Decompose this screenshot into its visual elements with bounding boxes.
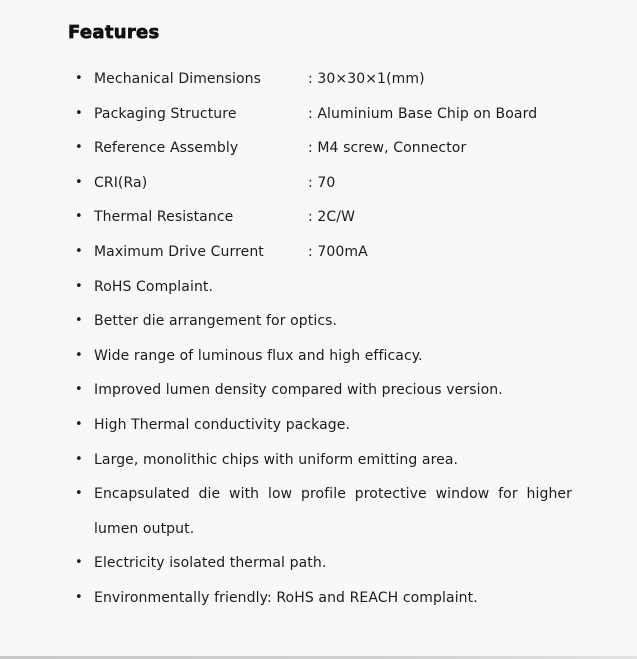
feature-text: Environmentally friendly: RoHS and REACH complaint. [94,589,478,606]
bullet-icon: • [75,140,83,156]
bullet-icon: • [75,313,83,329]
list-item-spec [75,97,572,132]
bullet-icon: • [75,555,83,571]
bullet-icon: • [75,451,83,467]
features-list [75,62,572,616]
feature-text: Wide range of luminous flux and high efficacy. [94,347,423,364]
feature-text: High Thermal conductivity package. [94,416,351,433]
list-item-feature [75,304,572,339]
bullet-icon: • [75,174,83,190]
list-item-feature [75,373,572,408]
list-item-spec [75,131,572,166]
bullet-icon: • [75,209,83,225]
spec-label: Thermal Resistance [94,209,234,226]
spec-label: CRI(Ra) [94,174,148,191]
spec-value: : M4 screw, Connector [308,140,467,157]
bullet-icon: • [75,243,83,259]
list-item-feature [75,408,572,443]
bullet-icon: • [75,382,83,398]
list-item-feature [75,270,572,305]
list-item-feature [75,581,572,616]
feature-text: Encapsulated die with low profile protective window for higher lumen output. [94,486,572,537]
bullet-icon: • [75,71,83,86]
feature-text: Better die arrangement for optics. [94,313,338,330]
bullet-icon: • [75,589,83,605]
spec-label: Mechanical Dimensions [94,71,262,87]
spec-value: : 2C/W [308,209,356,226]
bullet-icon: • [75,278,83,294]
spec-value: : 700mA [308,243,368,260]
feature-text: RoHS Complaint. [94,278,214,295]
bullet-icon: • [75,486,83,502]
spec-label: Packaging Structure [94,105,237,122]
spec-label: Maximum Drive Current [94,243,264,260]
spec-value: : Aluminium Base Chip on Board [308,105,538,122]
spec-value: : 30×30×1(mm) [308,71,425,87]
bullet-icon: • [75,416,83,432]
bullet-icon: • [75,347,83,363]
list-item-feature [75,546,572,581]
list-item-spec [75,200,572,235]
page-title: Features [68,22,160,43]
bullet-icon: • [75,105,83,121]
list-item-spec [75,235,572,270]
feature-text: Large, monolithic chips with uniform emitting area. [94,451,459,468]
list-item-spec [75,166,572,201]
spec-label: Reference Assembly [94,140,239,157]
list-item-feature [75,339,572,374]
list-item-feature [75,477,572,546]
list-item-feature [75,443,572,478]
feature-text: Electricity isolated thermal path. [94,555,327,572]
list-item-spec [75,62,572,97]
spec-value: : 70 [308,174,336,191]
feature-text: Improved lumen density compared with precious version. [94,382,503,399]
